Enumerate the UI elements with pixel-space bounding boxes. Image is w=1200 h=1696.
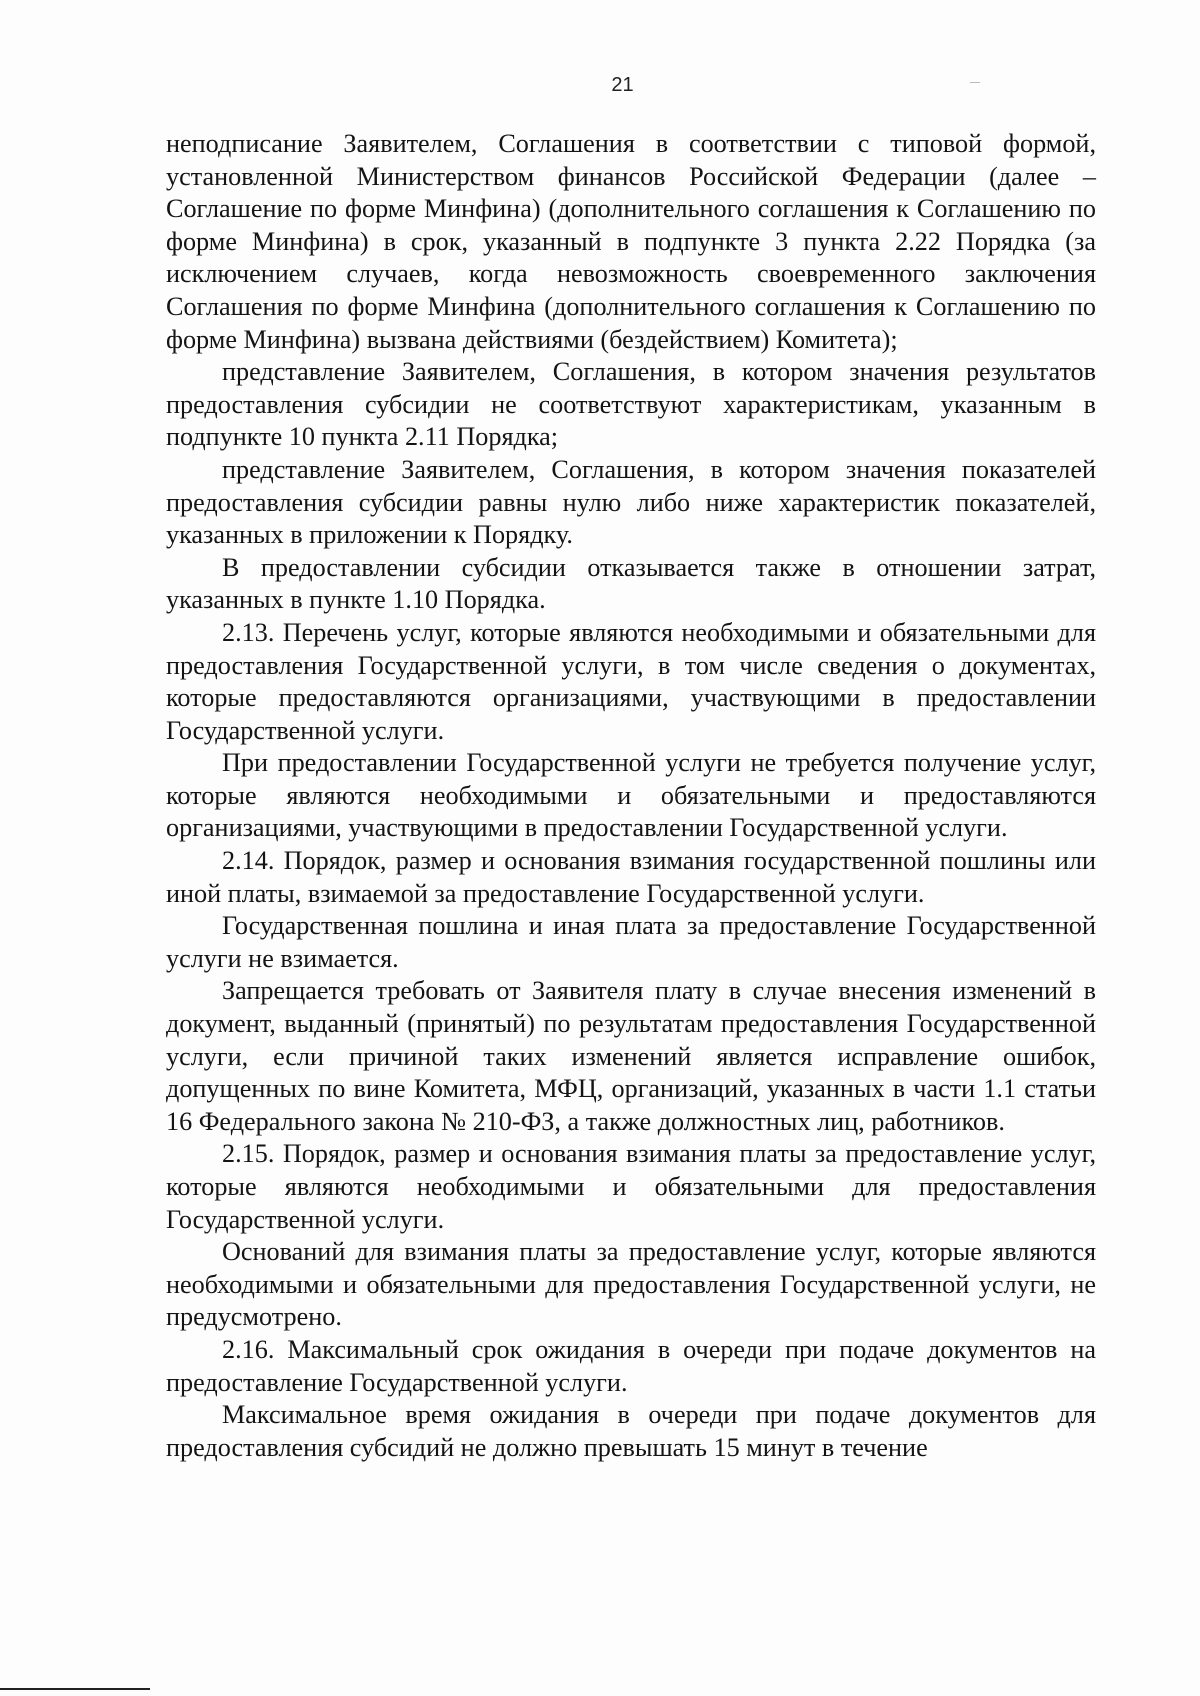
section-heading-2-15: 2.15. Порядок, размер и основания взимания платы за предоставление услуг, которые являются необходимыми и обязательными для предоставления Государственной услуги. [166,1139,1096,1234]
section-heading-2-16: 2.16. Максимальный срок ожидания в очереди при подаче документов на предоставление Государственной услуги. [166,1334,1096,1397]
document-body [166,128,1096,1464]
paragraph: представление Заявителем, Соглашения, в котором значения результатов предоставления субсидии не соответствуют характеристикам, указанным в подпункте 10 пункта 2.11 Порядка; [166,357,1096,452]
paragraph: Оснований для взимания платы за предоставление услуг, которые являются необходимыми и обязательными для предоставления Государственной услуги, не предусмотрено. [166,1237,1096,1332]
page-number: 21 [611,74,634,96]
paragraph: В предоставлении субсидии отказывается также в отношении затрат, указанных в пункте 1.10 Порядка. [166,552,1096,615]
paragraph: Запрещается требовать от Заявителя плату в случае внесения изменений в документ, выданный (принятый) по результатам предоставления Государственной услуги, если причиной таких изменений является исправление ошибок, допущенных по вине Комитета, МФЦ, организаций, указанных в части 1.1 статьи 16 Федерального закона № 210-ФЗ, а также должностных лиц, работников. [166,976,1096,1136]
paragraph: Максимальное время ожидания в очереди при подаче документов для предоставления субсидий не должно превышать 15 минут в течение [166,1400,1096,1462]
section-heading-2-13: 2.13. Перечень услуг, которые являются необходимыми и обязательными для предоставления Государственной услуги, в том числе сведения о документах, которые предоставляются организациями, участвующими в предоставлении Государственной услуги. [166,617,1096,745]
paragraph: При предоставлении Государственной услуги не требуется получение услуг, которые являются необходимыми и обязательными и предоставляются организациями, участвующими в предоставлении Государственной услуги. [166,748,1096,843]
footer-rule [0,1688,150,1690]
paragraph: представление Заявителем, Соглашения, в котором значения показателей предоставления субсидии равны нулю либо ниже характеристик показателей, указанных в приложении к Порядку. [166,454,1096,550]
section-heading-2-14: 2.14. Порядок, размер и основания взимания государственной пошлины или иной платы, взимаемой за предоставление Государственной услуги. [166,846,1096,908]
paragraph: Государственная пошлина и иная плата за предоставление Государственной услуги не взимается. [166,911,1096,973]
paragraph: неподписание Заявителем, Соглашения в соответствии с типовой формой, установленной Министерством финансов Российской Федерации (далее – Соглашение по форме Минфина) (дополнительного соглашения к Соглашению по форме Минфина) в срок, указанный в подпункте 3 пункта 2.22 Порядка (за исключением случаев, когда невозможность своевременного заключения Соглашения по форме Минфина (дополнительного соглашения к Соглашению по форме Минфина) вызвана действиями (бездействием) Комитета); [166,129,1096,354]
